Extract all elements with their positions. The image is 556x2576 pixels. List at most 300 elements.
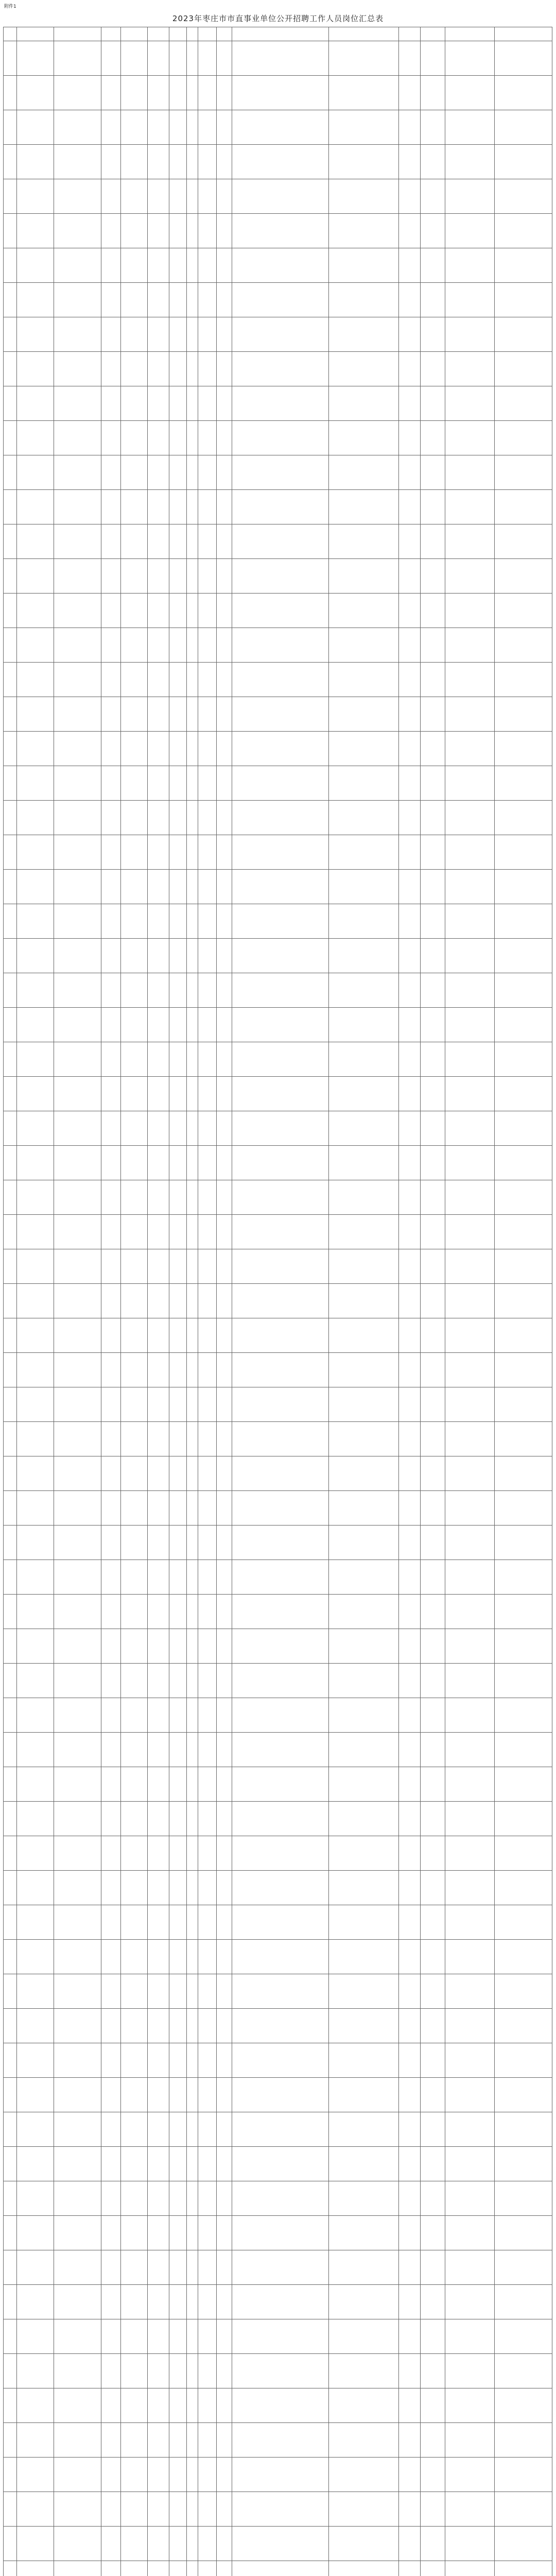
table-cell xyxy=(198,697,217,732)
table-cell xyxy=(121,2388,148,2423)
table-cell xyxy=(4,1940,17,1974)
table-cell xyxy=(121,1767,148,1802)
table-cell xyxy=(121,2492,148,2527)
table-cell xyxy=(445,2354,495,2388)
table-cell xyxy=(54,317,101,352)
table-cell xyxy=(148,2285,169,2319)
table-cell xyxy=(4,1146,17,1180)
table-cell xyxy=(329,490,399,524)
table-cell xyxy=(17,145,54,179)
table-cell xyxy=(148,628,169,663)
table-cell xyxy=(4,145,17,179)
table-cell xyxy=(421,2458,445,2492)
table-cell xyxy=(101,1111,121,1146)
table-cell xyxy=(121,421,148,455)
table-cell xyxy=(495,1595,552,1629)
table-cell xyxy=(54,1491,101,1526)
table-cell xyxy=(232,2561,329,2576)
table-cell xyxy=(187,1491,198,1526)
table-cell xyxy=(445,110,495,145)
table-cell xyxy=(101,1836,121,1871)
table-cell xyxy=(169,1249,187,1284)
table-cell xyxy=(4,2112,17,2147)
table-cell xyxy=(187,1767,198,1802)
table-row xyxy=(4,1905,552,1940)
table-cell xyxy=(421,801,445,835)
table-cell xyxy=(217,628,232,663)
table-cell xyxy=(421,1077,445,1111)
table-cell xyxy=(421,2181,445,2216)
table-cell xyxy=(17,2354,54,2388)
table-cell xyxy=(421,732,445,766)
table-cell xyxy=(329,594,399,628)
table-cell xyxy=(399,870,421,904)
table-cell xyxy=(101,1008,121,1042)
table-cell xyxy=(4,939,17,973)
table-cell xyxy=(495,1387,552,1422)
table-cell xyxy=(329,214,399,248)
table-cell xyxy=(495,594,552,628)
table-cell xyxy=(495,732,552,766)
table-cell xyxy=(445,766,495,801)
table-cell xyxy=(232,179,329,214)
table-cell xyxy=(495,1871,552,1905)
table-cell xyxy=(4,2561,17,2576)
table-cell xyxy=(421,2043,445,2078)
table-cell xyxy=(232,352,329,386)
table-cell xyxy=(232,1595,329,1629)
table-cell xyxy=(4,1526,17,1560)
table-cell xyxy=(399,594,421,628)
table-cell xyxy=(148,2458,169,2492)
table-cell xyxy=(4,1698,17,1733)
table-cell xyxy=(445,2458,495,2492)
table-cell xyxy=(329,2319,399,2354)
table-row xyxy=(4,386,552,421)
table-cell xyxy=(329,317,399,352)
table-cell xyxy=(329,939,399,973)
table-cell xyxy=(232,1146,329,1180)
table-cell xyxy=(148,455,169,490)
table-cell xyxy=(217,1146,232,1180)
table-cell xyxy=(198,2492,217,2527)
table-cell xyxy=(169,1733,187,1767)
table-row xyxy=(4,1387,552,1422)
table-row xyxy=(4,628,552,663)
table-cell xyxy=(329,973,399,1008)
table-cell xyxy=(121,1146,148,1180)
table-cell xyxy=(169,352,187,386)
table-cell xyxy=(54,1077,101,1111)
table-cell xyxy=(445,421,495,455)
table-cell xyxy=(445,1767,495,1802)
table-cell xyxy=(121,732,148,766)
table-cell xyxy=(101,663,121,697)
table-cell xyxy=(198,2250,217,2285)
table-row xyxy=(4,110,552,145)
table-row xyxy=(4,939,552,973)
table-cell xyxy=(495,2112,552,2147)
table-cell xyxy=(495,352,552,386)
table-cell xyxy=(329,1456,399,1491)
table-cell xyxy=(232,973,329,1008)
table-cell xyxy=(232,1353,329,1387)
table-cell xyxy=(399,248,421,283)
table-cell xyxy=(169,1802,187,1836)
table-cell xyxy=(217,1422,232,1456)
table-cell xyxy=(101,1629,121,1664)
table-cell xyxy=(169,2492,187,2527)
table-cell xyxy=(121,179,148,214)
table-cell xyxy=(17,1318,54,1353)
table-row xyxy=(4,248,552,283)
table-cell xyxy=(121,1733,148,1767)
table-cell xyxy=(232,2319,329,2354)
table-cell xyxy=(329,835,399,870)
table-cell xyxy=(101,1422,121,1456)
table-cell xyxy=(399,490,421,524)
table-cell xyxy=(232,732,329,766)
table-cell xyxy=(399,1560,421,1595)
table-cell xyxy=(399,2354,421,2388)
table-cell xyxy=(54,1284,101,1318)
table-cell xyxy=(17,2250,54,2285)
table-cell xyxy=(198,1767,217,1802)
table-cell xyxy=(329,386,399,421)
table-cell xyxy=(232,2354,329,2388)
table-cell xyxy=(54,904,101,939)
table-cell xyxy=(17,2527,54,2561)
table-cell xyxy=(198,145,217,179)
table-cell xyxy=(445,1042,495,1077)
table-cell xyxy=(445,145,495,179)
table-cell xyxy=(101,248,121,283)
table-cell xyxy=(399,1353,421,1387)
table-cell xyxy=(495,1249,552,1284)
table-cell xyxy=(121,2147,148,2181)
table-cell xyxy=(445,1249,495,1284)
table-cell xyxy=(169,386,187,421)
table-cell xyxy=(169,145,187,179)
table-cell xyxy=(399,76,421,110)
table-cell xyxy=(187,1974,198,2009)
table-cell xyxy=(121,490,148,524)
table-cell xyxy=(217,1387,232,1422)
table-cell xyxy=(121,870,148,904)
table-cell xyxy=(54,2285,101,2319)
table-cell xyxy=(187,2009,198,2043)
table-cell xyxy=(421,1664,445,1698)
table-row xyxy=(4,801,552,835)
table-cell xyxy=(198,1387,217,1422)
table-cell xyxy=(329,41,399,76)
table-cell xyxy=(54,973,101,1008)
table-row xyxy=(4,1318,552,1353)
table-cell xyxy=(198,352,217,386)
table-cell xyxy=(148,594,169,628)
table-cell xyxy=(445,490,495,524)
table-cell xyxy=(148,386,169,421)
table-cell xyxy=(4,1560,17,1595)
table-cell xyxy=(445,248,495,283)
table-cell xyxy=(4,2388,17,2423)
table-cell xyxy=(4,179,17,214)
table-cell xyxy=(399,2043,421,2078)
table-cell xyxy=(121,2009,148,2043)
table-cell xyxy=(198,1146,217,1180)
table-cell xyxy=(187,2492,198,2527)
table-cell xyxy=(17,2388,54,2423)
table-cell xyxy=(198,1698,217,1733)
table-cell xyxy=(217,904,232,939)
table-cell xyxy=(121,1042,148,1077)
table-cell xyxy=(198,870,217,904)
table-row xyxy=(4,2216,552,2250)
table-cell xyxy=(399,1733,421,1767)
table-cell xyxy=(198,1802,217,1836)
table-cell xyxy=(495,455,552,490)
table-row xyxy=(4,214,552,248)
table-cell xyxy=(445,317,495,352)
table-cell xyxy=(187,2354,198,2388)
table-cell xyxy=(421,1353,445,1387)
table-cell xyxy=(101,76,121,110)
table-cell xyxy=(17,2078,54,2112)
table-cell xyxy=(187,524,198,559)
table-cell xyxy=(399,2181,421,2216)
table-cell xyxy=(232,2112,329,2147)
table-cell xyxy=(329,628,399,663)
table-cell xyxy=(198,455,217,490)
table-cell xyxy=(187,214,198,248)
table-cell xyxy=(148,1491,169,1526)
table-cell xyxy=(54,2043,101,2078)
table-cell xyxy=(4,801,17,835)
table-cell xyxy=(495,766,552,801)
table-cell xyxy=(169,2043,187,2078)
table-cell xyxy=(198,1974,217,2009)
table-cell xyxy=(148,110,169,145)
table-cell xyxy=(148,1249,169,1284)
table-cell xyxy=(232,1836,329,1871)
table-cell xyxy=(17,1698,54,1733)
table-cell xyxy=(445,1215,495,1249)
table-row xyxy=(4,1526,552,1560)
table-cell xyxy=(101,801,121,835)
table-cell xyxy=(217,1595,232,1629)
table-cell xyxy=(198,2216,217,2250)
table-cell xyxy=(217,2561,232,2576)
table-cell xyxy=(54,2181,101,2216)
table-cell xyxy=(421,1940,445,1974)
table-cell xyxy=(169,1767,187,1802)
table-cell xyxy=(495,2078,552,2112)
table-cell xyxy=(217,1353,232,1387)
table-cell xyxy=(232,76,329,110)
table-cell xyxy=(101,2181,121,2216)
table-cell xyxy=(232,2492,329,2527)
table-cell xyxy=(148,214,169,248)
table-cell xyxy=(121,1318,148,1353)
table-cell xyxy=(187,2527,198,2561)
table-cell xyxy=(4,1974,17,2009)
table-cell xyxy=(101,2561,121,2576)
table-cell xyxy=(4,2423,17,2458)
table-cell xyxy=(329,1491,399,1526)
table-cell xyxy=(399,973,421,1008)
table-cell xyxy=(54,835,101,870)
table-cell xyxy=(169,1387,187,1422)
table-cell xyxy=(399,2458,421,2492)
table-cell xyxy=(121,1353,148,1387)
table-row xyxy=(4,2009,552,2043)
table-cell xyxy=(232,1456,329,1491)
table-cell xyxy=(232,1284,329,1318)
table-cell xyxy=(187,766,198,801)
table-cell xyxy=(17,421,54,455)
table-cell xyxy=(217,76,232,110)
table-cell xyxy=(17,110,54,145)
table-cell xyxy=(421,1215,445,1249)
table-cell xyxy=(329,1629,399,1664)
table-cell xyxy=(329,1353,399,1387)
table-cell xyxy=(495,1042,552,1077)
table-row xyxy=(4,2319,552,2354)
table-cell xyxy=(101,2250,121,2285)
table-row xyxy=(4,1077,552,1111)
table-cell xyxy=(121,76,148,110)
table-cell xyxy=(169,904,187,939)
table-cell xyxy=(121,594,148,628)
table-cell xyxy=(421,1284,445,1318)
table-cell xyxy=(169,2181,187,2216)
table-cell xyxy=(121,352,148,386)
column-header xyxy=(4,27,17,41)
table-cell xyxy=(148,2112,169,2147)
table-cell xyxy=(421,939,445,973)
table-cell xyxy=(329,559,399,594)
table-cell xyxy=(4,697,17,732)
table-cell xyxy=(329,1042,399,1077)
table-cell xyxy=(329,870,399,904)
table-cell xyxy=(121,628,148,663)
table-cell xyxy=(217,1974,232,2009)
table-row xyxy=(4,1595,552,1629)
table-cell xyxy=(54,732,101,766)
table-cell xyxy=(399,2285,421,2319)
table-cell xyxy=(445,973,495,1008)
table-cell xyxy=(17,1974,54,2009)
table-cell xyxy=(54,697,101,732)
table-cell xyxy=(148,697,169,732)
table-cell xyxy=(217,2458,232,2492)
table-row xyxy=(4,559,552,594)
table-cell xyxy=(54,1871,101,1905)
table-cell xyxy=(54,421,101,455)
table-cell xyxy=(169,1422,187,1456)
table-cell xyxy=(421,2009,445,2043)
table-cell xyxy=(148,2181,169,2216)
table-cell xyxy=(495,2527,552,2561)
table-cell xyxy=(4,870,17,904)
table-cell xyxy=(198,1733,217,1767)
table-cell xyxy=(421,1180,445,1215)
table-cell xyxy=(54,1215,101,1249)
table-row xyxy=(4,2354,552,2388)
table-cell xyxy=(17,1871,54,1905)
page-title: 2023年枣庄市市直事业单位公开招聘工作人员岗位汇总表 xyxy=(172,14,384,23)
table-cell xyxy=(148,317,169,352)
table-cell xyxy=(421,1456,445,1491)
table-cell xyxy=(421,179,445,214)
table-cell xyxy=(495,1318,552,1353)
table-row xyxy=(4,2561,552,2576)
table-cell xyxy=(148,421,169,455)
table-cell xyxy=(198,2354,217,2388)
table-cell xyxy=(495,1422,552,1456)
table-cell xyxy=(329,1008,399,1042)
table-cell xyxy=(399,697,421,732)
table-cell xyxy=(495,1905,552,1940)
table-cell xyxy=(198,1077,217,1111)
table-cell xyxy=(187,2561,198,2576)
table-cell xyxy=(232,1249,329,1284)
table-cell xyxy=(148,1284,169,1318)
table-cell xyxy=(445,2078,495,2112)
table-cell xyxy=(329,1215,399,1249)
table-cell xyxy=(232,2043,329,2078)
table-cell xyxy=(54,939,101,973)
table-cell xyxy=(101,490,121,524)
table-cell xyxy=(232,835,329,870)
table-cell xyxy=(54,2009,101,2043)
table-cell xyxy=(148,1318,169,1353)
table-cell xyxy=(495,214,552,248)
table-cell xyxy=(232,2250,329,2285)
table-cell xyxy=(421,835,445,870)
table-cell xyxy=(217,973,232,1008)
table-cell xyxy=(329,2458,399,2492)
table-cell xyxy=(421,145,445,179)
table-cell xyxy=(198,1422,217,1456)
table-cell xyxy=(17,179,54,214)
table-cell xyxy=(187,1215,198,1249)
table-cell xyxy=(187,1802,198,1836)
table-cell xyxy=(54,628,101,663)
table-cell xyxy=(4,1215,17,1249)
table-cell xyxy=(148,1353,169,1387)
table-cell xyxy=(54,41,101,76)
table-cell xyxy=(217,2527,232,2561)
table-cell xyxy=(101,1733,121,1767)
table-cell xyxy=(217,110,232,145)
table-cell xyxy=(445,2112,495,2147)
table-cell xyxy=(329,455,399,490)
table-cell xyxy=(329,110,399,145)
table-cell xyxy=(148,1215,169,1249)
table-cell xyxy=(169,2112,187,2147)
table-cell xyxy=(17,1802,54,1836)
positions-table xyxy=(3,27,552,2576)
table-cell xyxy=(495,663,552,697)
table-cell xyxy=(169,1905,187,1940)
table-cell xyxy=(445,1284,495,1318)
table-cell xyxy=(421,421,445,455)
table-cell xyxy=(187,145,198,179)
table-cell xyxy=(329,352,399,386)
table-cell xyxy=(17,801,54,835)
table-cell xyxy=(121,1836,148,1871)
